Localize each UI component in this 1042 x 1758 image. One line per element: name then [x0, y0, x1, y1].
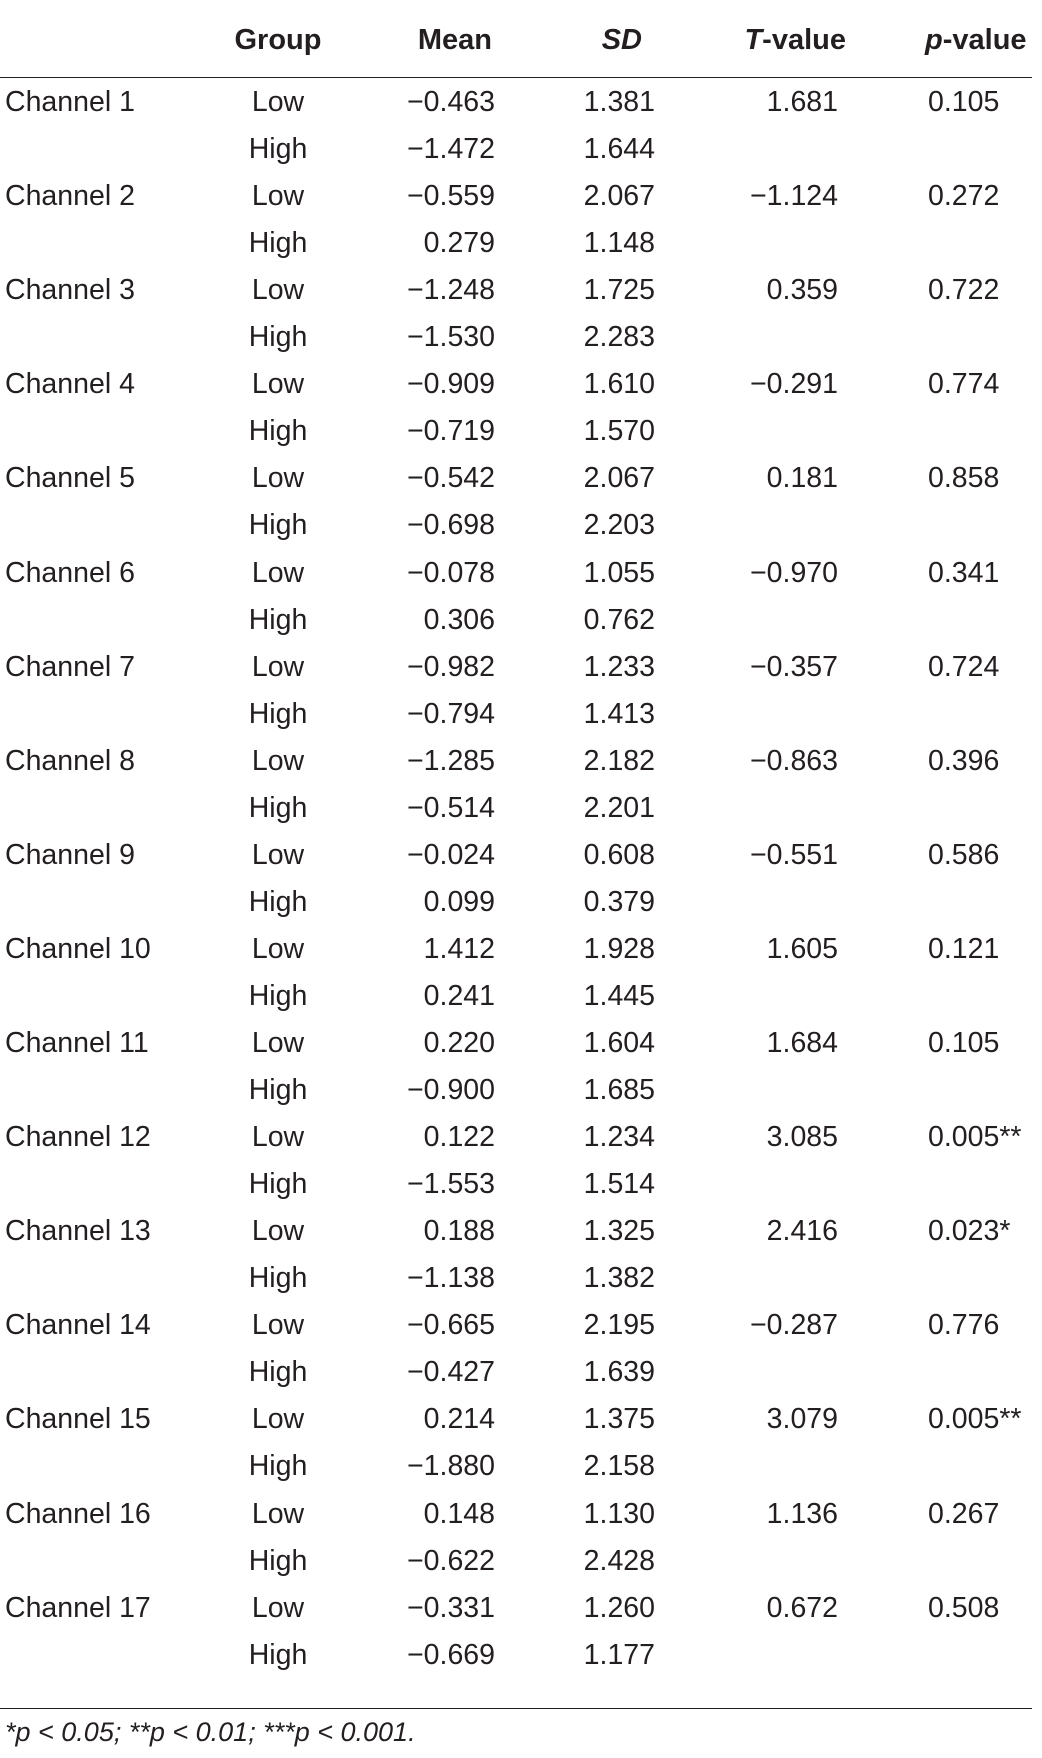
channel-label: Channel 14 [5, 1309, 151, 1342]
p-value: 0.272 [928, 180, 1000, 213]
p-value-cell [928, 933, 1038, 966]
table-row [0, 698, 1042, 745]
sd-cell: 1.639 [583, 1356, 655, 1389]
channel-label: Channel 6 [5, 556, 135, 589]
p-value-cell [928, 180, 1038, 213]
channel-label: Channel 8 [5, 744, 135, 777]
group-cell: High [248, 1262, 308, 1295]
group-cell: High [248, 227, 308, 260]
mean-cell: 0.188 [423, 1215, 495, 1248]
significance-marker: ** [999, 1403, 1022, 1436]
group-cell: High [248, 979, 308, 1012]
header-t-symbol: T [744, 24, 763, 56]
mean-cell: −0.514 [407, 791, 495, 824]
p-value-cell [928, 839, 1038, 872]
t-value-cell: 1.136 [766, 1497, 838, 1530]
p-value: 0.396 [928, 744, 1000, 777]
sd-cell: 1.644 [583, 133, 655, 165]
table-row [0, 227, 1042, 274]
sd-cell: 1.445 [583, 979, 655, 1012]
t-value-cell: 0.359 [766, 274, 838, 307]
sd-cell: 2.067 [583, 180, 655, 213]
table-row [0, 1027, 1042, 1074]
header-p-value [925, 24, 1037, 57]
sd-cell: 0.608 [583, 838, 655, 871]
mean-cell: −1.472 [407, 133, 495, 165]
group-cell: Low [251, 274, 305, 307]
p-value: 0.005 [928, 1121, 1000, 1154]
channel-label: Channel 2 [5, 180, 135, 213]
sd-cell: 1.413 [583, 697, 655, 730]
table-row [0, 509, 1042, 556]
sd-cell: 1.325 [583, 1215, 655, 1248]
t-value-cell: −0.287 [750, 1309, 838, 1342]
group-cell: Low [251, 1027, 305, 1059]
sd-cell: 1.610 [583, 368, 655, 401]
p-value: 0.508 [928, 1591, 1000, 1624]
sd-cell: 1.055 [583, 556, 655, 589]
p-value: 0.341 [928, 556, 1000, 589]
table-row [0, 792, 1042, 839]
p-value-cell [928, 1309, 1038, 1342]
t-value-cell: 0.672 [766, 1591, 838, 1624]
t-value-cell: 1.684 [766, 1027, 838, 1059]
channel-label: Channel 13 [5, 1215, 151, 1248]
p-value-cell [928, 1403, 1038, 1436]
table-bottom-rule [0, 1708, 1032, 1709]
header-p-suffix: -value [942, 24, 1027, 56]
channel-label: Channel 9 [5, 838, 135, 871]
p-value-cell [928, 1121, 1038, 1154]
p-value: 0.023 [928, 1215, 1000, 1248]
table-row [0, 1309, 1042, 1356]
mean-cell: 0.220 [423, 1027, 495, 1059]
channel-label: Channel 4 [5, 368, 135, 401]
table-row [0, 1403, 1042, 1450]
table-row [0, 86, 1042, 133]
group-cell: High [248, 1168, 308, 1201]
mean-cell: 0.241 [423, 979, 495, 1012]
mean-cell: 0.306 [423, 603, 495, 636]
mean-cell: −1.138 [407, 1262, 495, 1295]
p-value: 0.105 [928, 1027, 1000, 1059]
channel-label: Channel 15 [5, 1403, 151, 1436]
table-footnote: *p < 0.05; **p < 0.01; ***p < 0.001. [5, 1717, 416, 1747]
mean-cell: −0.665 [407, 1309, 495, 1342]
table-row [0, 368, 1042, 415]
table-row [0, 651, 1042, 698]
sd-cell: 1.685 [583, 1074, 655, 1106]
t-value-cell: 2.416 [766, 1215, 838, 1248]
mean-cell: −0.622 [407, 1544, 495, 1577]
p-value: 0.776 [928, 1309, 1000, 1342]
header-t-value [740, 24, 846, 57]
header-p-symbol: p [925, 24, 943, 56]
sd-cell: 2.158 [583, 1450, 655, 1483]
t-value-cell: −0.357 [750, 650, 838, 683]
p-value: 0.121 [928, 932, 1000, 965]
group-cell: Low [251, 86, 305, 118]
sd-cell: 2.428 [583, 1544, 655, 1577]
p-value-cell [928, 1215, 1038, 1248]
t-value-cell: −0.863 [750, 744, 838, 777]
channel-label: Channel 12 [5, 1121, 151, 1154]
sd-cell: 1.260 [583, 1591, 655, 1624]
mean-cell: −0.669 [407, 1638, 495, 1671]
t-value-cell: −0.970 [750, 556, 838, 589]
mean-cell: −1.553 [407, 1168, 495, 1201]
group-cell: Low [251, 650, 305, 683]
p-value-cell [928, 1498, 1038, 1531]
group-cell: Low [251, 1591, 305, 1624]
sd-cell: 2.203 [583, 509, 655, 542]
t-value-cell: −1.124 [750, 180, 838, 213]
group-cell: Low [251, 368, 305, 401]
channel-label: Channel 5 [5, 462, 135, 495]
mean-cell: −0.982 [407, 650, 495, 683]
group-cell: Low [251, 1403, 305, 1436]
group-cell: High [248, 415, 308, 448]
mean-cell: −0.078 [407, 556, 495, 589]
table-row [0, 1545, 1042, 1592]
table-row [0, 1215, 1042, 1262]
sd-cell: 1.130 [583, 1497, 655, 1530]
mean-cell: −0.909 [407, 368, 495, 401]
mean-cell: −1.530 [407, 321, 495, 354]
table-row [0, 1121, 1042, 1168]
group-cell: High [248, 509, 308, 542]
table-row [0, 886, 1042, 933]
mean-cell: −0.794 [407, 697, 495, 730]
mean-cell: 0.214 [423, 1403, 495, 1436]
table-row [0, 839, 1042, 886]
table-header-row [0, 0, 1042, 78]
sd-cell: 1.928 [583, 932, 655, 965]
group-cell: High [248, 1074, 308, 1106]
mean-cell: 0.122 [423, 1121, 495, 1154]
p-value-cell [928, 1592, 1038, 1625]
t-value-cell: 1.681 [766, 86, 838, 118]
table-row [0, 980, 1042, 1027]
sd-cell: 2.195 [583, 1309, 655, 1342]
sd-cell: 1.177 [583, 1638, 655, 1671]
sd-cell: 2.067 [583, 462, 655, 495]
p-value-cell [928, 368, 1038, 401]
p-value: 0.722 [928, 274, 1000, 307]
group-cell: Low [251, 1215, 305, 1248]
sd-cell: 1.233 [583, 650, 655, 683]
p-value-cell [928, 1027, 1038, 1060]
header-group: Group [234, 24, 322, 56]
mean-cell: −0.463 [407, 86, 495, 118]
mean-cell: −1.285 [407, 744, 495, 777]
p-value-cell [928, 745, 1038, 778]
mean-cell: −0.900 [407, 1074, 495, 1106]
group-cell: Low [251, 180, 305, 213]
table-row [0, 933, 1042, 980]
group-cell: Low [251, 838, 305, 871]
table-row [0, 745, 1042, 792]
table-row [0, 1074, 1042, 1121]
t-value-cell: −0.551 [750, 838, 838, 871]
group-cell: High [248, 321, 308, 354]
group-cell: High [248, 133, 308, 165]
significance-marker: * [999, 1215, 1011, 1248]
mean-cell: −0.331 [407, 1591, 495, 1624]
channel-label: Channel 11 [5, 1027, 149, 1059]
group-cell: Low [251, 556, 305, 589]
p-value: 0.858 [928, 462, 1000, 495]
group-cell: Low [251, 744, 305, 777]
group-cell: High [248, 603, 308, 636]
table-row [0, 415, 1042, 462]
sd-cell: 1.514 [583, 1168, 655, 1201]
group-cell: High [248, 1450, 308, 1483]
channel-label: Channel 17 [5, 1591, 151, 1624]
group-cell: High [248, 1356, 308, 1389]
channel-label: Channel 1 [5, 86, 135, 118]
p-value: 0.005 [928, 1403, 1000, 1436]
p-value-cell [928, 557, 1038, 590]
mean-cell: −1.880 [407, 1450, 495, 1483]
mean-cell: −0.542 [407, 462, 495, 495]
mean-cell: −0.024 [407, 838, 495, 871]
p-value-cell [928, 651, 1038, 684]
table-row [0, 1498, 1042, 1545]
table-row [0, 1450, 1042, 1497]
table-row [0, 1592, 1042, 1639]
channel-label: Channel 3 [5, 274, 135, 307]
significance-marker: ** [999, 1121, 1022, 1154]
channel-label: Channel 10 [5, 932, 151, 965]
sd-cell: 2.182 [583, 744, 655, 777]
table-row [0, 604, 1042, 651]
sd-cell: 0.762 [583, 603, 655, 636]
mean-cell: 1.412 [423, 932, 495, 965]
group-cell: High [248, 1638, 308, 1671]
table-row [0, 1262, 1042, 1309]
table-row [0, 133, 1042, 180]
table-row [0, 557, 1042, 604]
group-cell: High [248, 791, 308, 824]
channel-label: Channel 16 [5, 1497, 151, 1530]
p-value: 0.267 [928, 1497, 1000, 1530]
sd-cell: 2.201 [583, 791, 655, 824]
group-cell: Low [251, 462, 305, 495]
mean-cell: −0.559 [407, 180, 495, 213]
p-value: 0.724 [928, 650, 1000, 683]
mean-cell: −0.719 [407, 415, 495, 448]
group-cell: Low [251, 1497, 305, 1530]
p-value-cell [928, 462, 1038, 495]
p-value: 0.105 [928, 86, 1000, 118]
group-cell: High [248, 1544, 308, 1577]
group-cell: Low [251, 1121, 305, 1154]
channel-label: Channel 7 [5, 650, 135, 683]
p-value: 0.586 [928, 838, 1000, 871]
t-value-cell: −0.291 [750, 368, 838, 401]
sd-cell: 2.283 [583, 321, 655, 354]
table-row [0, 180, 1042, 227]
sd-cell: 1.725 [583, 274, 655, 307]
p-value: 0.774 [928, 368, 1000, 401]
t-value-cell: 3.079 [766, 1403, 838, 1436]
t-value-cell: 3.085 [766, 1121, 838, 1154]
p-value-cell [928, 274, 1038, 307]
mean-cell: −0.698 [407, 509, 495, 542]
t-value-cell: 0.181 [766, 462, 838, 495]
mean-cell: 0.148 [423, 1497, 495, 1530]
group-cell: Low [251, 932, 305, 965]
table-row [0, 274, 1042, 321]
p-value-cell [928, 86, 1038, 119]
mean-cell: −1.248 [407, 274, 495, 307]
table-row [0, 1168, 1042, 1215]
mean-cell: 0.099 [423, 885, 495, 918]
sd-cell: 1.381 [583, 86, 655, 118]
group-cell: High [248, 885, 308, 918]
sd-cell: 1.382 [583, 1262, 655, 1295]
header-mean: Mean [417, 24, 492, 56]
sd-cell: 1.604 [583, 1027, 655, 1059]
header-t-suffix: -value [762, 24, 846, 56]
table-row [0, 1356, 1042, 1403]
sd-cell: 1.375 [583, 1403, 655, 1436]
group-cell: High [248, 697, 308, 730]
header-sd: SD [601, 24, 642, 56]
t-value-cell: 1.605 [766, 932, 838, 965]
table-row [0, 321, 1042, 368]
sd-cell: 0.379 [583, 885, 655, 918]
mean-cell: −0.427 [407, 1356, 495, 1389]
table-row [0, 1639, 1042, 1686]
mean-cell: 0.279 [423, 227, 495, 260]
table-row [0, 462, 1042, 509]
sd-cell: 1.234 [583, 1121, 655, 1154]
sd-cell: 1.148 [583, 227, 655, 260]
sd-cell: 1.570 [583, 415, 655, 448]
group-cell: Low [251, 1309, 305, 1342]
header-divider [0, 77, 1032, 78]
